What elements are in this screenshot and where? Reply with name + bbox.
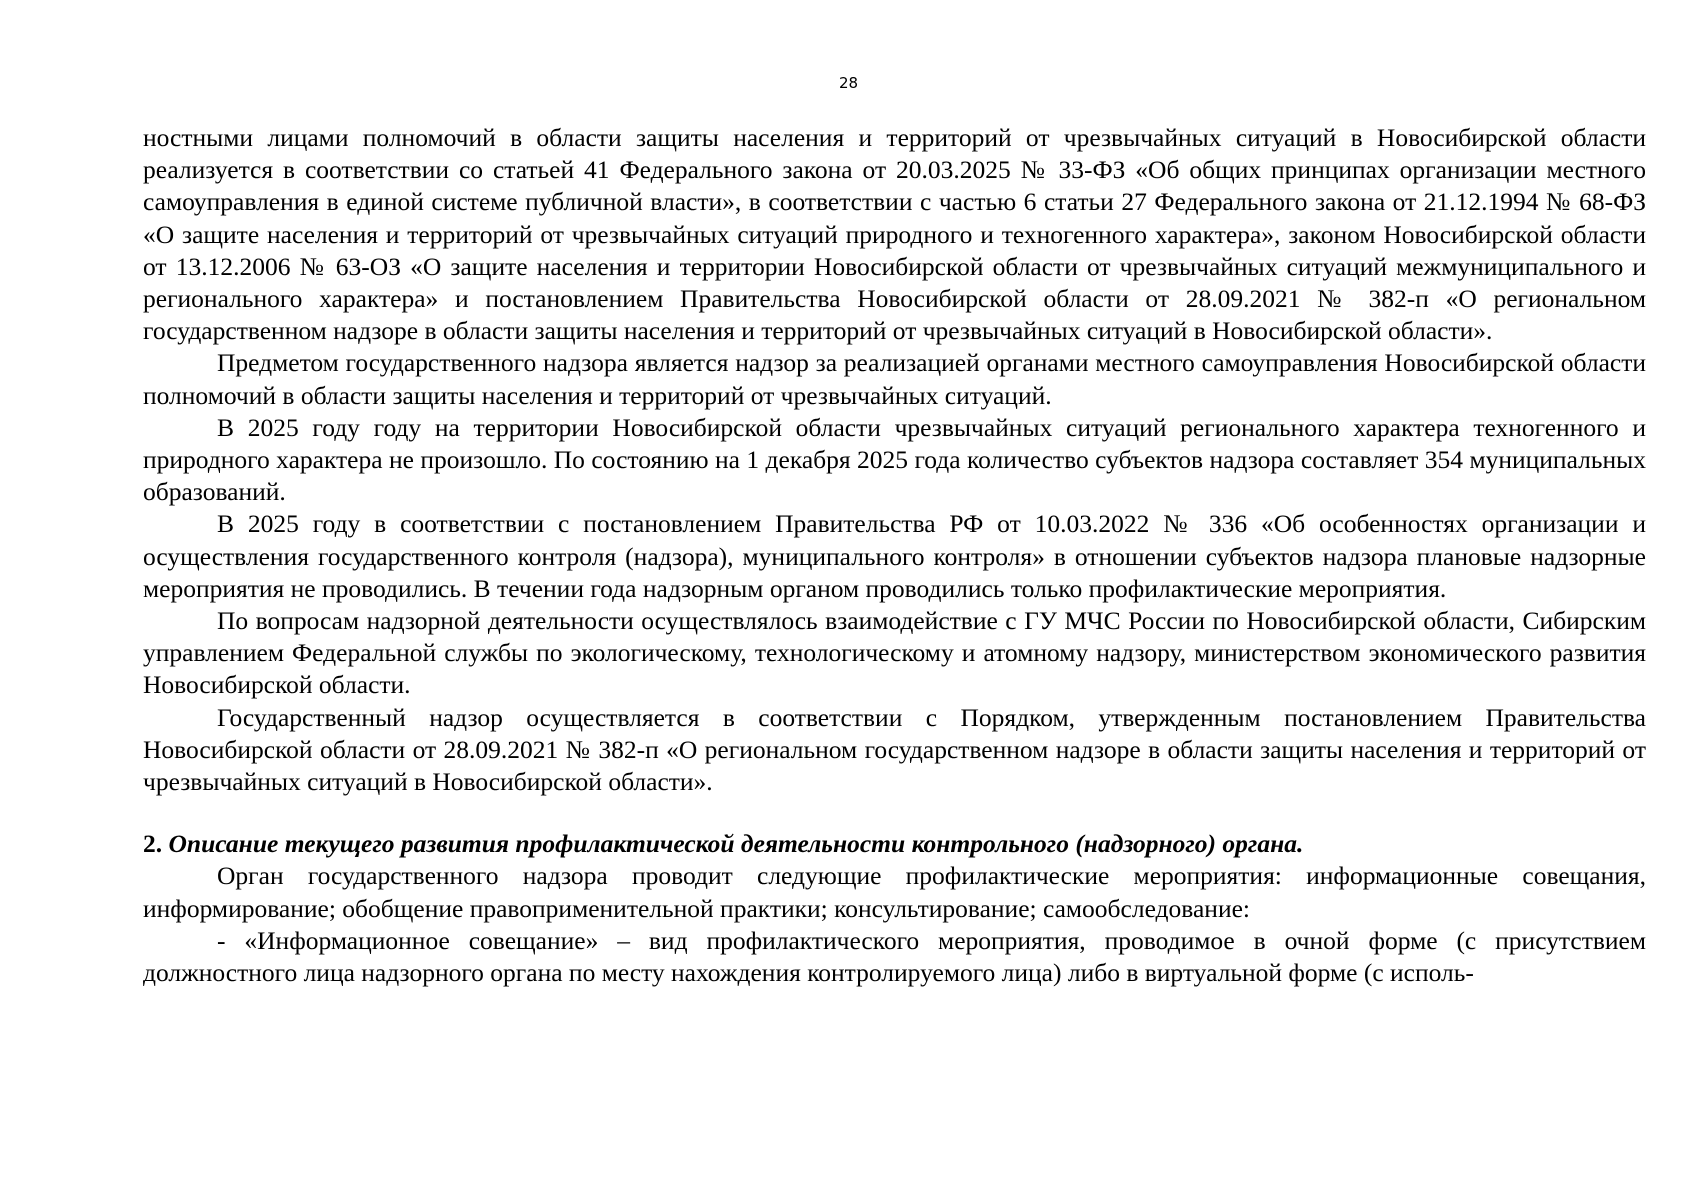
paragraph-subject-of-supervision: Предметом государственного надзора является надзор за реализацией органами местного самоуправления Новосибирской области полномочий в области защиты населения и территорий от чрезвычайных ситуаций. [143, 348, 1646, 410]
paragraph-emergencies-2025: В 2025 году году на территории Новосибирской области чрезвычайных ситуаций регионального характера техногенного и природного характера не произошло. По состоянию на 1 декабря 2025 года количество субъектов надзора составляет 354 муниципальных образований. [143, 412, 1646, 507]
paragraph-interaction: По вопросам надзорной деятельности осуществлялось взаимодействие с ГУ МЧС России по Новосибирской области, Сибирским управлением Федеральной службы по экологическому, технологическому и атомному надзору, министерством экономического развития Новосибирской области. [143, 606, 1646, 700]
paragraph-procedure: Государственный надзор осуществляется в соответствии с Порядком, утвержденным постановлением Правительства Новосибирской области от 28.09.2021 № 382-п «О региональном государственном надзоре в области защиты населения и территорий от чрезвычайных ситуаций в Новосибирской области». [143, 702, 1646, 797]
paragraph-preventive-measures: Орган государственного надзора проводит следующие профилактические мероприятия: информационные совещания, информирование; обобщение правоприменительной практики; консультирование; самообследование: [143, 861, 1646, 923]
paragraph-continuation: ностными лицами полномочий в области защиты населения и территорий от чрезвычайных ситуаций в Новосибирской области реализуется в соответствии со статьей 41 Федерального закона от 20.03.2025 № 33-ФЗ «Об общих принципах организации местного самоуправления в единой системе публичной власти», в соответствии с частью 6 статьи 27 Федерального закона от 21.12.1994 № 68-ФЗ «О защите населения и территорий от чрезвычайных ситуаций природного и техногенного характера», законом Новосибирской области от 13.12.2006 № 63-ОЗ «О защите населения и территории Новосибирской области от чрезвычайных ситуаций межмуниципального и регионального характера» и постановлением Правительства Новосибирской области от 28.09.2021 № 382-п «О региональном государственном надзоре в области защиты населения и территорий от чрезвычайных ситуаций в Новосибирской области». [143, 123, 1646, 346]
document-body [143, 122, 1646, 989]
section-number: 2. [143, 829, 163, 859]
page-number: 28 [838, 74, 859, 92]
paragraph-information-meeting: - «Информационное совещание» – вид профилактического мероприятия, проводимое в очной форме (с присутствием должностного лица надзорного органа по месту нахождения контролируемого лица) либо в виртуальной форме (с исполь- [143, 925, 1646, 988]
section-title: Описание текущего развития профилактической деятельности контрольного (надзорного) органа. [168, 829, 1304, 859]
paragraph-planned-inspections: В 2025 году в соответствии с постановлением Правительства РФ от 10.03.2022 № 336 «Об особенностях организации и осуществления государственного контроля (надзора), муниципального контроля» в отношении субъектов надзора плановые надзорные мероприятия не проводились. В течении года надзорным органом проводились только профилактические мероприятия. [143, 509, 1646, 603]
section-heading [143, 828, 1646, 860]
